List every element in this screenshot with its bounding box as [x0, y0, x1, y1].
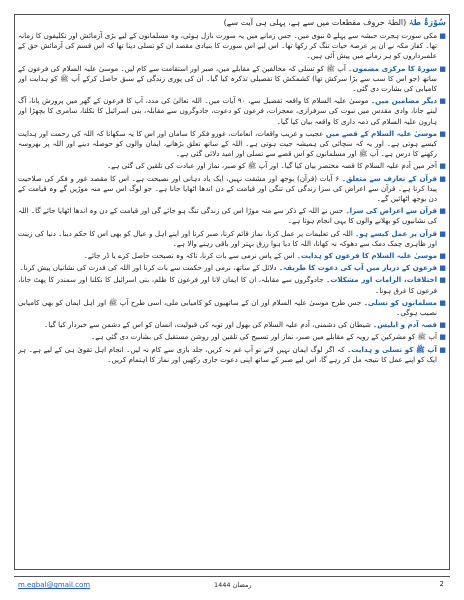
paragraph-heading: فرعون کے دربار میں آپ کی دعوت کا طریقہ۔: [278, 263, 437, 273]
paragraph-text: اللہ کی تعلیمات پر عمل کرنا، نماز قائم کرنا، صبر کرنا اور اپنے اہل و عیال کو بھی اس کا حکم دینا۔ دنیا کی زینت اور ظاہری چمک دمک سے دھوکہ نہ کھانا، اللہ کا دیا ہوا رزق بہتر اور باقی رہنے والا ہے۔: [18, 228, 437, 248]
paragraph-heading: قصہ آدم و ابلیس۔: [373, 320, 437, 330]
paragraph-heading: موسیٰ علیہ السلام کے قصے میں: [325, 128, 438, 138]
page-number: 2: [439, 580, 444, 588]
bullet-icon: ■: [439, 321, 446, 330]
paragraph: [18, 251, 446, 261]
paragraph: [18, 298, 446, 318]
paragraph-heading: دیگر مضامین میں۔: [371, 96, 438, 106]
bullet-icon: ■: [439, 264, 446, 273]
paragraph-text: ۶ آیات (قرآن) بوجھ اور مشقت نہیں، ایک یاد دہانی اور نصیحت ہے۔ اس کا مقصد غور و فکر کی صلاحیت پیدا کرنا ہے۔ قرآن سے اعراض کی سزا زندگی کی تنگی اور قیامت کے دن اندھا اٹھایا جانا ہے۔ جو لوگ اس سے منہ موڑیں گے وہ قیامت کے دن بوجھ اٹھائیں گے۔: [18, 173, 437, 204]
paragraph: [18, 320, 446, 330]
footer-month: رمضان 1444: [214, 581, 252, 589]
bullet-icon: ■: [439, 229, 446, 238]
paragraph-text: کہ اگر لوگ ایمان نہیں لاتے تو آپ غم نہ کریں، جلد بازی سے کام نہ لیں۔ انجام اہل تقویٰ ہی کے لیے ہے۔ ہر ایک کو اپنے عمل کا نتیجہ مل کر رہے گا، اس لیے صبر کے ساتھ اپنی دعوت جاری رکھیں اور نماز کا اہتمام کریں۔: [18, 344, 437, 364]
paragraph: [18, 161, 446, 171]
bullet-icon: ■: [439, 333, 446, 342]
paragraph-text: جس طرح موسیٰ علیہ السلام اور ان کے ساتھیوں کو کامیابی ملی، اسی طرح آپ ﷺ اور اہل ایمان کو بھی کامیابی نصیب ہوگی۔: [18, 297, 437, 318]
bullet-icon: ■: [439, 298, 446, 307]
paragraph-heading: موسیٰ علیہ السلام کا فرعون کو ہدایت۔: [296, 251, 437, 261]
paragraph-heading: سورۃ کا مرکزی مضمون۔: [348, 63, 438, 73]
paragraph: [18, 174, 446, 205]
bullet-icon: ■: [439, 207, 446, 216]
surah-title: سُوْرَۃُ طٰہٰ: [408, 18, 446, 27]
paragraph: [18, 206, 446, 226]
paragraph-text: موسیٰ علیہ السلام کا واقعہ تفصیل سے، ۹۰ آیات میں۔ اللہ تعالیٰ کی مدد، آپ کا فرعون کے گھر میں پرورش پانا، آگ لینے جانا، وادی مقدس میں نبوت کی سرفرازی، معجزات، فرعون کو دعوت، جادوگروں سے مقابلہ، بنی اسرائیل کا نکلنا، سامری کا بچھڑا اور ہارون علیہ السلام کی ذمہ داری کا واقعہ بیان کیا گیا۔: [18, 96, 437, 126]
bullet-icon: ■: [439, 345, 446, 354]
paragraph: [18, 31, 446, 62]
paragraph-heading: قرآن سے اعراض کی سزا۔: [345, 206, 437, 216]
bullet-icon: ■: [439, 162, 446, 171]
paragraph-text: آپ ﷺ کو تسلی کہ مخالفین کے مقابلے میں، صبر اور استقامت سے کام لیں۔ موسیٰ علیہ السلام کی فرعون کے ساتھ (جو اس کا سب سے بڑا سرکش تھا) کشمکش کا تفصیلی تذکرہ کیا گیا۔ ان کی پوری زندگی کے سبق حاصل کرکے آپ ﷺ کو ہدایت اور کامیابی کی بشارت دی گئی۔: [18, 63, 437, 94]
bullet-icon: ■: [439, 174, 446, 183]
paragraph: [18, 64, 446, 95]
bullet-icon: ■: [439, 129, 446, 138]
bullet-icon: ■: [439, 64, 446, 73]
paragraph-heading: اختلافات، الزامات اور مشکلات۔: [326, 275, 438, 285]
paragraph-heading: آپ ﷺ کو تسلی و ہدایت۔: [347, 344, 437, 354]
paragraph-text: آپ ﷺ کو مشرکین کے رویہ کے مقابلے میں صبر، نماز اور تسبیح کی تلقین اور روشن مستقبل کی بشارت دی گئی ہے۔: [91, 332, 437, 342]
paragraph-text: دلائل کے ساتھ، نرمی اور حکمت سے بات کرنا اور اللہ کی قدرت کی نشانیاں پیش کرنا۔: [19, 263, 277, 273]
email-link[interactable]: m.eqbal@gmail.com: [18, 581, 91, 589]
paragraph: [18, 263, 446, 273]
paragraph-text: جس نے اللہ کے ذکر سے منہ موڑا اس کی زندگی تنگ ہو جائے گی اور قیامت کے دن وہ اندھا اٹھایا جائے گا۔ اللہ کی نشانیوں کو بھلانے والوں کا یہی انجام ہوتا ہے۔: [18, 206, 437, 226]
paragraph: [18, 229, 446, 249]
surah-title-note: (الطٰہٰ حروف مقطعات میں سے ہے، پہلی ہی آیت سے): [223, 18, 407, 27]
paragraph-heading: قرآن پر عمل کیسے ہو۔: [355, 228, 437, 238]
content: [18, 17, 446, 566]
title-row: [18, 17, 446, 29]
bullet-icon: ■: [439, 252, 446, 261]
paragraph: [18, 345, 446, 365]
bullet-icon: ■: [439, 32, 446, 40]
paragraph-text: آخر میں آدم علیہ السلام کا قصہ مختصر بیان کیا گیا۔ اور آپ ﷺ کو صبر، نماز اور عبادت کی تلقین کی گئی ہے۔: [106, 161, 437, 171]
footer: [14, 574, 450, 594]
paragraph-text: مکی سورت ہجرت حبشہ سے پہلے ۵ نبوی میں۔ جس زمانے میں یہ سورت نازل ہوئی، وہ مسلمانوں کے لیے بڑی آزمائش اور تکلیفوں کا زمانہ تھا۔ کفار مکہ نے ان پر عرصۂ حیات تنگ کر رکھا تھا۔ اس لیے اس سورت کا بنیادی مقصد ان کو تسلی دینا تھا کہ اس قسم کی آزمائش حق کے علمبرداروں کو ہر زمانے میں پیش آئی ہیں۔: [18, 31, 438, 61]
paragraph: [18, 275, 446, 295]
paragraph-text: اس کے پاس نرمی سے بات کرنا، تاکہ وہ نصیحت حاصل کرے یا ڈر جائے۔: [83, 251, 295, 261]
footer-divider: [14, 576, 450, 577]
paragraph: [18, 332, 446, 342]
paragraph-text: شیطان کی دشمنی، آدم علیہ السلام کی بھول اور توبہ کی قبولیت، انسان کو اس کے دشمن سے خبردار کیا گیا۔: [44, 320, 371, 330]
bullet-icon: ■: [439, 276, 446, 285]
paragraph-text: جادوگروں سے مقابلہ، ان کا ایمان لانا اور فرعون کا ظلم، بنی اسرائیل کا نکلنا اور سمندر کا پھٹ جانا، فرعون کا غرق ہونا۔: [18, 275, 437, 295]
paragraph: [18, 129, 446, 160]
paragraph-heading: قرآن کے تعارف سے متعلق۔: [341, 173, 437, 183]
paragraph-heading: مسلمانوں کو تسلی۔: [363, 297, 437, 307]
paragraph: [18, 96, 446, 127]
paragraph-list: [18, 31, 446, 365]
bullet-icon: ■: [439, 97, 446, 106]
paragraph-text: عجیب و غریب واقعات، انعامات، غورو فکر کا سامان اور اس کا یہ سکھانا کہ اللہ کی رحمت اور ہدایت کیسے ہوتی ہے۔ اور یہ کہ سچائی کی ہمیشہ جیت ہوتی ہے۔ اللہ کے ساتھ تعلق بڑھانے، ایمان والوں کو حوصلہ دینے اور اللہ پر بھروسہ رکھنے کا درس ہے۔ آپ ﷺ اور مسلمانوں کو اس قصے سے تسلی اور امید دلائی گئی ہے۔: [18, 128, 437, 159]
